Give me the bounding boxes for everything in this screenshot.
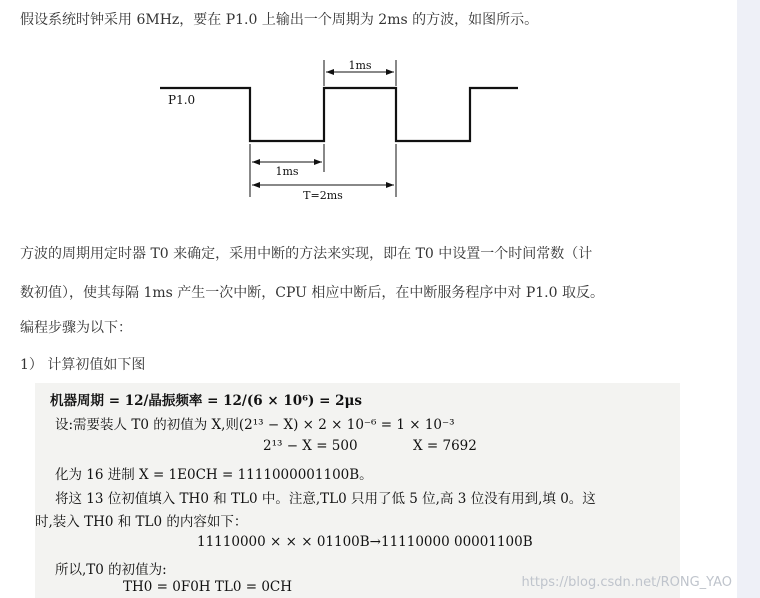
signal-label: P1.0 — [168, 93, 196, 107]
scan-line-7: 11110000 × × × 01100B→11110000 00001100B — [197, 534, 533, 550]
steps-heading: 编程步骤为以下： — [20, 320, 132, 336]
scan-line-8: 所以,T0 的初值为: — [55, 562, 167, 578]
dim-period-arrowhead-left — [252, 182, 260, 188]
scan-line-9: TH0 = 0F0H TL0 = 0CH — [123, 579, 293, 595]
scan-line-2: 设:需要装人 T0 的初值为 X,则(2¹³ − X) × 2 × 10⁻⁶ = 1 × 10⁻³ — [55, 417, 455, 433]
intro-text: 假设系统时钟采用 6MHz，要在 P1.0 上输出一个周期为 2ms 的方波，如图所示。 — [20, 12, 539, 28]
scan-line-6: 时,装入 TH0 和 TL0 的内容如下： — [35, 514, 248, 530]
paragraph-line-2: 数初值），使其每隔 1ms 产生一次中断，CPU 相应中断后，在中断服务程序中对 P1.0 取反。 — [20, 285, 604, 301]
dim-low-arrowhead-right — [314, 159, 322, 165]
scan-line-3a: 2¹³ − X = 500 — [263, 438, 358, 454]
high-width-label: 1ms — [348, 59, 372, 72]
dim-low-arrowhead-left — [252, 159, 260, 165]
scan-line-1: 机器周期 = 12/晶振频率 = 12/(6 × 10⁶) = 2μs — [50, 393, 363, 409]
scanned-calculation — [35, 383, 680, 598]
period-label: T=2ms — [303, 189, 343, 202]
dim-period-arrowhead-right — [386, 182, 394, 188]
waveform — [160, 88, 518, 141]
watermark: https://blog.csdn.net/RONG_YAO — [521, 575, 732, 590]
paragraph-line-1: 方波的周期用定时器 T0 来确定，采用中断的方法来实现，即在 T0 中设置一个时间常数（计 — [20, 246, 593, 262]
page-side-strip — [737, 0, 760, 598]
square-wave-diagram — [160, 52, 540, 202]
scan-line-3b: X = 7692 — [413, 438, 477, 454]
dim-top-arrowhead-left — [326, 69, 334, 75]
scan-line-4: 化为 16 进制 X = 1E0CH = 1111000001100B。 — [55, 467, 373, 483]
dim-top-arrowhead-right — [386, 69, 394, 75]
low-width-label: 1ms — [275, 165, 299, 178]
step-1: 1） 计算初值如下图 — [20, 357, 146, 373]
scan-line-5: 将这 13 位初值填入 TH0 和 TL0 中。注意,TL0 只用了低 5 位,高 3 位没有用到,填 0。这 — [55, 491, 596, 507]
